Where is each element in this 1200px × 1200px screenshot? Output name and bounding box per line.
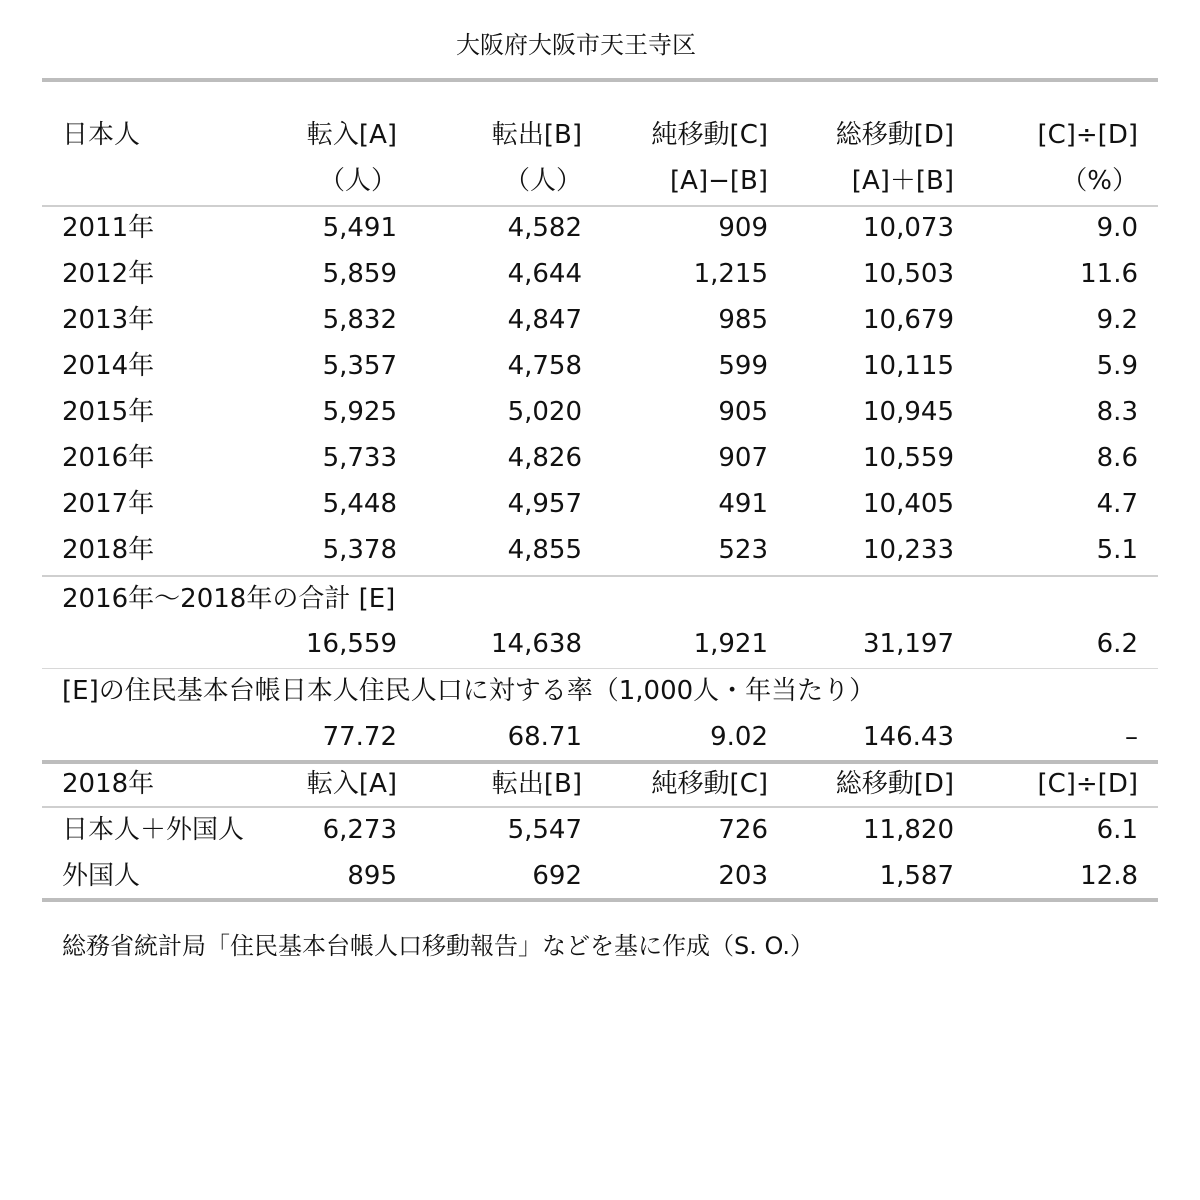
sum-in: 16,559: [306, 629, 397, 659]
bottom-rule: [42, 898, 1158, 902]
cell-total: 10,503: [863, 259, 954, 289]
cell-total: 10,405: [863, 489, 954, 519]
cell-rate: 5.1: [1096, 535, 1138, 565]
cell-net: 599: [718, 351, 768, 381]
cell-rate: 8.3: [1096, 397, 1138, 427]
rate-values-row: [0, 714, 1200, 760]
cell-in: 5,357: [322, 351, 397, 381]
cell-rate: 5.9: [1096, 351, 1138, 381]
column-header: [C]÷[D]: [1037, 769, 1138, 799]
cell-out: 4,855: [507, 535, 582, 565]
row-label: 2015年: [62, 397, 155, 427]
rate-ratio: –: [1125, 722, 1138, 752]
sub-header-row: [0, 761, 1200, 807]
cell-out: 5,547: [507, 815, 582, 845]
column-header: [C]÷[D]: [1037, 120, 1138, 150]
row-label: 2011年: [62, 213, 155, 243]
row-label: 外国人: [62, 861, 141, 891]
sum-label: 2016年〜2018年の合計 [E]: [62, 584, 396, 614]
column-header: 2018年: [62, 769, 155, 799]
cell-total: 10,945: [863, 397, 954, 427]
column-header: 転出[B]: [491, 120, 582, 150]
cell-rate: 9.0: [1096, 213, 1138, 243]
column-unit: [A]＋[B]: [851, 166, 954, 196]
column-header: 総移動[D]: [835, 120, 954, 150]
sum-net: 1,921: [693, 629, 768, 659]
table-row: [0, 853, 1200, 899]
cell-in: 6,273: [322, 815, 397, 845]
sum-values-row: [0, 621, 1200, 667]
cell-net: 905: [718, 397, 768, 427]
column-header: 転出[B]: [491, 769, 582, 799]
column-header: 転入[A]: [306, 769, 397, 799]
cell-total: 10,233: [863, 535, 954, 565]
rate-in: 77.72: [322, 722, 397, 752]
cell-total: 10,115: [863, 351, 954, 381]
cell-net: 523: [718, 535, 768, 565]
row-label: 日本人＋外国人: [62, 815, 245, 845]
column-header: 日本人: [62, 120, 141, 150]
cell-out: 4,582: [507, 213, 582, 243]
cell-net: 726: [718, 815, 768, 845]
cell-in: 5,378: [322, 535, 397, 565]
table-row: [0, 807, 1200, 853]
cell-total: 10,073: [863, 213, 954, 243]
rate-total: 146.43: [863, 722, 954, 752]
rate-out: 68.71: [507, 722, 582, 752]
cell-total: 10,679: [863, 305, 954, 335]
column-header: 純移動[C]: [651, 120, 768, 150]
cell-out: 4,957: [507, 489, 582, 519]
column-header: 純移動[C]: [651, 769, 768, 799]
cell-in: 5,832: [322, 305, 397, 335]
row-label: 2016年: [62, 443, 155, 473]
table-row: [0, 343, 1200, 389]
cell-total: 11,820: [863, 815, 954, 845]
table-row: [0, 435, 1200, 481]
row-label: 2014年: [62, 351, 155, 381]
cell-in: 5,925: [322, 397, 397, 427]
row-label: 2012年: [62, 259, 155, 289]
cell-rate: 6.1: [1096, 815, 1138, 845]
column-unit: （人）: [503, 166, 582, 196]
cell-in: 5,491: [322, 213, 397, 243]
page-title: 大阪府大阪市天王寺区: [456, 31, 696, 59]
cell-net: 203: [718, 861, 768, 891]
table-row: [0, 251, 1200, 297]
cell-rate: 12.8: [1080, 861, 1138, 891]
row-label: 2013年: [62, 305, 155, 335]
cell-rate: 4.7: [1096, 489, 1138, 519]
table-row: [0, 527, 1200, 573]
column-header: 転入[A]: [306, 120, 397, 150]
table-row: [0, 205, 1200, 251]
table-row: [0, 481, 1200, 527]
cell-out: 5,020: [507, 397, 582, 427]
sum-rate: 6.2: [1096, 629, 1138, 659]
cell-out: 4,847: [507, 305, 582, 335]
cell-rate: 8.6: [1096, 443, 1138, 473]
column-unit: （%）: [1061, 166, 1138, 196]
column-unit: （人）: [318, 166, 397, 196]
cell-rate: 9.2: [1096, 305, 1138, 335]
sum-label-row: [0, 576, 1200, 622]
cell-rate: 11.6: [1080, 259, 1138, 289]
rate-label: [E]の住民基本台帳日本人住民人口に対する率（1,000人・年当たり）: [62, 676, 876, 706]
top-rule: [42, 78, 1158, 82]
source-footnote: 総務省統計局「住民基本台帳人口移動報告」などを基に作成（S. O.）: [62, 932, 815, 960]
row-label: 2017年: [62, 489, 155, 519]
table-row: [0, 389, 1200, 435]
header-unit-row: [0, 158, 1200, 204]
cell-out: 4,644: [507, 259, 582, 289]
cell-out: 4,826: [507, 443, 582, 473]
cell-out: 4,758: [507, 351, 582, 381]
cell-in: 5,733: [322, 443, 397, 473]
cell-net: 1,215: [693, 259, 768, 289]
cell-out: 692: [532, 861, 582, 891]
cell-net: 909: [718, 213, 768, 243]
cell-net: 907: [718, 443, 768, 473]
cell-in: 895: [347, 861, 397, 891]
sum-total: 31,197: [863, 629, 954, 659]
column-header: 総移動[D]: [835, 769, 954, 799]
cell-total: 10,559: [863, 443, 954, 473]
table-row: [0, 297, 1200, 343]
row-label: 2018年: [62, 535, 155, 565]
sum-out: 14,638: [491, 629, 582, 659]
cell-in: 5,859: [322, 259, 397, 289]
cell-in: 5,448: [322, 489, 397, 519]
cell-total: 1,587: [879, 861, 954, 891]
rate-net: 9.02: [710, 722, 768, 752]
column-unit: [A]−[B]: [670, 166, 768, 196]
header-row: [0, 112, 1200, 158]
rate-label-row: [0, 668, 1200, 714]
cell-net: 985: [718, 305, 768, 335]
cell-net: 491: [718, 489, 768, 519]
